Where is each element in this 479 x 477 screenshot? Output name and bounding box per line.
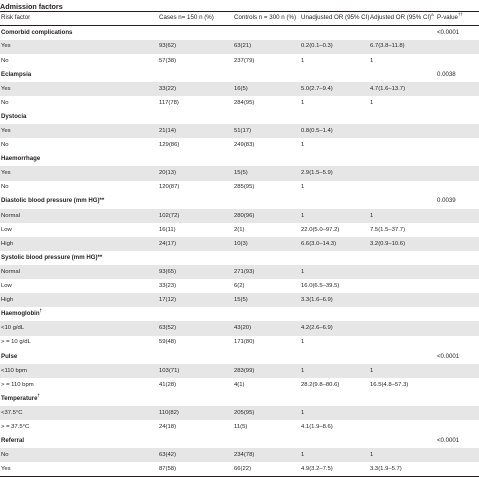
section-label-text: Diastolic blood pressure (mm HG)** bbox=[1, 197, 105, 205]
table-row bbox=[0, 124, 479, 138]
controls-cell: 234(78) bbox=[233, 448, 300, 462]
risk-factor-table bbox=[0, 11, 479, 477]
unadjusted-or-cell: 1 bbox=[301, 57, 305, 64]
row-label: No bbox=[1, 142, 9, 149]
p-value-cell bbox=[436, 138, 479, 152]
section-footnote-mark: † bbox=[37, 392, 40, 398]
cases-cell: 59(48) bbox=[159, 339, 177, 346]
section-label bbox=[0, 350, 436, 364]
section-label bbox=[0, 392, 436, 406]
table-row bbox=[0, 448, 479, 462]
adjusted-or-cell: 3.3(1.9–5.7) bbox=[369, 462, 436, 476]
table-row bbox=[0, 462, 479, 476]
row-label: Yes bbox=[0, 82, 158, 96]
p-value-cell bbox=[436, 166, 479, 180]
section-label-text: Eclampsia bbox=[1, 70, 32, 78]
cases-cell: 16(11) bbox=[159, 226, 176, 233]
section-label bbox=[0, 110, 436, 124]
section-row bbox=[0, 152, 479, 166]
section-p-value: <0.0001 bbox=[437, 28, 460, 36]
p-value-cell bbox=[436, 321, 479, 335]
section-label-text: Haemoglobin bbox=[1, 310, 40, 318]
controls-cell: 249(83) bbox=[234, 142, 255, 149]
section-p-value bbox=[436, 110, 479, 124]
controls-cell: 283(99) bbox=[233, 364, 300, 378]
controls-cell: 4(1) bbox=[234, 381, 245, 388]
table-row bbox=[0, 40, 479, 54]
row-label: <110 bpm bbox=[0, 364, 158, 378]
table-row bbox=[0, 96, 479, 110]
section-label bbox=[0, 195, 436, 209]
unadjusted-or-cell: 1 bbox=[301, 99, 305, 106]
table-row bbox=[0, 237, 479, 251]
adjusted-or-cell bbox=[369, 293, 436, 307]
controls-cell: 16(5) bbox=[233, 82, 300, 96]
unadjusted-or-cell: 0.2(0.1–0.3) bbox=[300, 40, 369, 54]
cases-cell: 87(58) bbox=[158, 462, 233, 476]
p-value-cell bbox=[436, 279, 479, 293]
table-header-row bbox=[0, 12, 479, 26]
header-unadjusted-or: Unadjusted OR (95% CI) bbox=[300, 12, 369, 26]
section-row bbox=[0, 434, 479, 448]
controls-cell: 205(95) bbox=[233, 406, 300, 420]
unadjusted-or-cell: 28.2(9.8–80.6) bbox=[301, 381, 340, 388]
section-row bbox=[0, 251, 479, 265]
row-label: No bbox=[1, 184, 9, 191]
p-value-cell bbox=[436, 124, 479, 138]
header-adjusted-or bbox=[369, 12, 436, 26]
table-row bbox=[0, 82, 479, 96]
section-label bbox=[0, 68, 436, 82]
section-label bbox=[0, 251, 436, 265]
unadjusted-or-cell: 0.8(0.5–1.4) bbox=[300, 124, 369, 138]
adjusted-or-cell: 1 bbox=[369, 209, 436, 223]
adjusted-or-cell bbox=[369, 279, 436, 293]
p-value-cell bbox=[436, 448, 479, 462]
adjusted-or-cell: 3.2(0.9–10.6) bbox=[369, 237, 436, 251]
unadjusted-or-cell: 1 bbox=[301, 339, 305, 346]
section-row bbox=[0, 68, 479, 82]
section-p-value bbox=[436, 307, 479, 321]
unadjusted-or-cell: 4.9(3.2–7.5) bbox=[300, 462, 369, 476]
row-label: No bbox=[1, 57, 9, 64]
row-label: Yes bbox=[0, 166, 158, 180]
controls-cell: 15(5) bbox=[233, 293, 300, 307]
row-label: High bbox=[0, 293, 158, 307]
controls-cell: 11(5) bbox=[234, 423, 248, 430]
adjusted-or-cell bbox=[369, 420, 436, 434]
section-p-value bbox=[436, 152, 479, 166]
section-label-text: Haemorrhage bbox=[1, 155, 41, 163]
row-label: Yes bbox=[0, 124, 158, 138]
section-row bbox=[0, 110, 479, 124]
table-row bbox=[0, 336, 479, 350]
section-p-value: <0.0001 bbox=[437, 437, 460, 445]
p-value-cell bbox=[436, 96, 479, 110]
cases-cell: 20(13) bbox=[158, 166, 233, 180]
table-row bbox=[0, 293, 479, 307]
unadjusted-or-cell: 1 bbox=[300, 448, 369, 462]
table-row bbox=[0, 364, 479, 378]
section-label-text: Referral bbox=[1, 437, 25, 445]
section-row bbox=[0, 392, 479, 406]
controls-cell: 66(22) bbox=[233, 462, 300, 476]
header-p-value-footnote: †† bbox=[457, 12, 463, 18]
header-adjusted-or-label: Adjusted OR (95% CI) bbox=[370, 14, 432, 22]
cases-cell: 24(18) bbox=[159, 423, 177, 430]
table-row bbox=[0, 279, 479, 293]
unadjusted-or-cell: 1 bbox=[300, 406, 369, 420]
table-row bbox=[0, 420, 479, 434]
table-row bbox=[0, 209, 479, 223]
adjusted-or-cell: 1 bbox=[370, 57, 374, 64]
adjusted-or-cell bbox=[369, 406, 436, 420]
section-row bbox=[0, 195, 479, 209]
unadjusted-or-cell: 2.9(1.5–5.9) bbox=[300, 166, 369, 180]
unadjusted-or-cell: 1 bbox=[301, 142, 305, 149]
controls-cell: 10(3) bbox=[233, 237, 300, 251]
table-row bbox=[0, 54, 479, 68]
controls-cell: 51(17) bbox=[233, 124, 300, 138]
unadjusted-or-cell: 4.2(2.6–6.9) bbox=[300, 321, 369, 335]
controls-cell: 285(95) bbox=[234, 184, 255, 191]
p-value-cell bbox=[436, 293, 479, 307]
section-label-text: Dystocia bbox=[1, 112, 27, 120]
adjusted-or-cell: 1 bbox=[369, 448, 436, 462]
table-row bbox=[0, 181, 479, 195]
cases-cell: 110(82) bbox=[158, 406, 233, 420]
header-p-value bbox=[436, 12, 479, 26]
unadjusted-or-cell: 16.0(6.5–39.5) bbox=[301, 283, 340, 290]
cases-cell: 120(87) bbox=[159, 184, 180, 191]
p-value-cell bbox=[436, 265, 479, 279]
p-value-cell bbox=[436, 209, 479, 223]
section-row bbox=[0, 307, 479, 321]
table-row bbox=[0, 138, 479, 152]
row-label: > = 110 bpm bbox=[1, 381, 34, 388]
controls-cell: 237(79) bbox=[234, 57, 255, 64]
row-label: <37.5°C bbox=[0, 406, 158, 420]
adjusted-or-cell bbox=[369, 166, 436, 180]
section-label-text: Comorbid complications bbox=[1, 28, 73, 36]
cases-cell: 21(14) bbox=[158, 124, 233, 138]
cases-cell: 103(71) bbox=[158, 364, 233, 378]
cases-cell: 63(52) bbox=[158, 321, 233, 335]
row-label: No bbox=[0, 448, 158, 462]
section-p-value: 0.0039 bbox=[437, 197, 456, 205]
cases-cell: 24(17) bbox=[158, 237, 233, 251]
row-label: <10 g/dL bbox=[0, 321, 158, 335]
adjusted-or-cell: 1 bbox=[369, 364, 436, 378]
p-value-cell bbox=[436, 40, 479, 54]
cases-cell: 41(28) bbox=[159, 381, 177, 388]
row-label: Low bbox=[1, 283, 12, 290]
adjusted-or-cell bbox=[369, 265, 436, 279]
adjusted-or-cell: 16.5(4.8–57.3) bbox=[370, 381, 409, 388]
table-row bbox=[0, 166, 479, 180]
row-label: No bbox=[1, 99, 9, 106]
unadjusted-or-cell: 6.6(3.0–14.3) bbox=[300, 237, 369, 251]
controls-cell: 6(2) bbox=[234, 283, 245, 290]
controls-cell: 280(96) bbox=[233, 209, 300, 223]
unadjusted-or-cell: 4.1(1.9–8.6) bbox=[301, 423, 333, 430]
cases-cell: 63(42) bbox=[158, 448, 233, 462]
section-label-text: Pulse bbox=[1, 352, 18, 360]
p-value-cell bbox=[436, 364, 479, 378]
adjusted-or-cell bbox=[369, 138, 436, 152]
controls-cell: 43(20) bbox=[233, 321, 300, 335]
section-p-value bbox=[436, 392, 479, 406]
unadjusted-or-cell: 1 bbox=[300, 364, 369, 378]
p-value-cell bbox=[436, 462, 479, 476]
p-value-cell bbox=[436, 406, 479, 420]
section-footnote-mark: † bbox=[39, 308, 42, 314]
adjusted-or-cell bbox=[369, 124, 436, 138]
adjusted-or-cell bbox=[369, 181, 436, 195]
section-label bbox=[0, 26, 436, 40]
p-value-cell bbox=[436, 237, 479, 251]
section-p-value: <0.0001 bbox=[437, 352, 460, 360]
table-body bbox=[0, 26, 479, 477]
controls-cell: 171(80) bbox=[234, 339, 255, 346]
adjusted-or-cell: 1 bbox=[370, 99, 374, 106]
section-label-text: Systolic blood pressure (mm HG)** bbox=[1, 253, 103, 261]
cases-cell: 33(22) bbox=[158, 82, 233, 96]
section-label bbox=[0, 434, 436, 448]
cases-cell: 93(65) bbox=[158, 265, 233, 279]
row-label: Normal bbox=[0, 265, 158, 279]
controls-cell: 2(1) bbox=[234, 226, 245, 233]
header-p-value-label: P-value bbox=[437, 14, 458, 22]
adjusted-or-cell: 4.7(1.6–13.7) bbox=[369, 82, 436, 96]
controls-cell: 271(93) bbox=[233, 265, 300, 279]
unadjusted-or-cell: 3.3(1.6–6.9) bbox=[300, 293, 369, 307]
row-label: > = 10 g/dL bbox=[1, 339, 31, 346]
controls-cell: 15(5) bbox=[233, 166, 300, 180]
row-label: Low bbox=[1, 226, 12, 233]
cases-cell: 93(62) bbox=[158, 40, 233, 54]
header-controls: Controls n = 300 n (%) bbox=[233, 12, 300, 26]
section-p-value bbox=[436, 251, 479, 265]
adjusted-or-cell bbox=[369, 336, 436, 350]
adjusted-or-cell: 6.7(3.8–11.8) bbox=[369, 40, 436, 54]
section-label bbox=[0, 307, 436, 321]
p-value-cell bbox=[436, 420, 479, 434]
controls-cell: 63(21) bbox=[233, 40, 300, 54]
table-row bbox=[0, 321, 479, 335]
unadjusted-or-cell: 1 bbox=[300, 209, 369, 223]
cases-cell: 17(12) bbox=[158, 293, 233, 307]
adjusted-or-cell bbox=[369, 321, 436, 335]
section-row bbox=[0, 350, 479, 364]
table-row bbox=[0, 223, 479, 237]
header-adjusted-or-footnote: a bbox=[431, 12, 434, 18]
table-row bbox=[0, 265, 479, 279]
cases-cell: 117(78) bbox=[159, 99, 179, 106]
unadjusted-or-cell: 22.0(5.0–97.2) bbox=[301, 226, 340, 233]
unadjusted-or-cell: 1 bbox=[301, 184, 305, 191]
p-value-cell bbox=[436, 82, 479, 96]
unadjusted-or-cell: 1 bbox=[300, 265, 369, 279]
p-value-cell bbox=[436, 181, 479, 195]
p-value-cell bbox=[436, 223, 479, 237]
section-label-text: Temperature bbox=[1, 394, 38, 402]
row-label: Normal bbox=[0, 209, 158, 223]
row-label: High bbox=[0, 237, 158, 251]
section-label bbox=[0, 152, 436, 166]
table-row bbox=[0, 406, 479, 420]
header-risk-factor: Risk factor bbox=[0, 12, 158, 26]
row-label: Yes bbox=[0, 462, 158, 476]
cases-cell: 129(86) bbox=[159, 142, 180, 149]
p-value-cell bbox=[436, 54, 479, 68]
p-value-cell bbox=[436, 378, 479, 392]
row-label: Yes bbox=[0, 40, 158, 54]
section-row bbox=[0, 26, 479, 40]
adjusted-or-cell: 7.5(1.5–37.7) bbox=[370, 226, 406, 233]
section-p-value: 0.0038 bbox=[437, 70, 456, 78]
cases-cell: 102(72) bbox=[158, 209, 233, 223]
controls-cell: 284(95) bbox=[234, 99, 255, 106]
cases-cell: 57(38) bbox=[159, 57, 177, 64]
header-cases: Cases n= 150 n (%) bbox=[158, 12, 233, 26]
cases-cell: 33(23) bbox=[159, 283, 177, 290]
row-label: > = 37.5°C bbox=[1, 423, 30, 430]
table-caption: Admission factors bbox=[0, 2, 63, 11]
unadjusted-or-cell: 5.0(2.7–9.4) bbox=[300, 82, 369, 96]
p-value-cell bbox=[436, 336, 479, 350]
table-row bbox=[0, 378, 479, 392]
